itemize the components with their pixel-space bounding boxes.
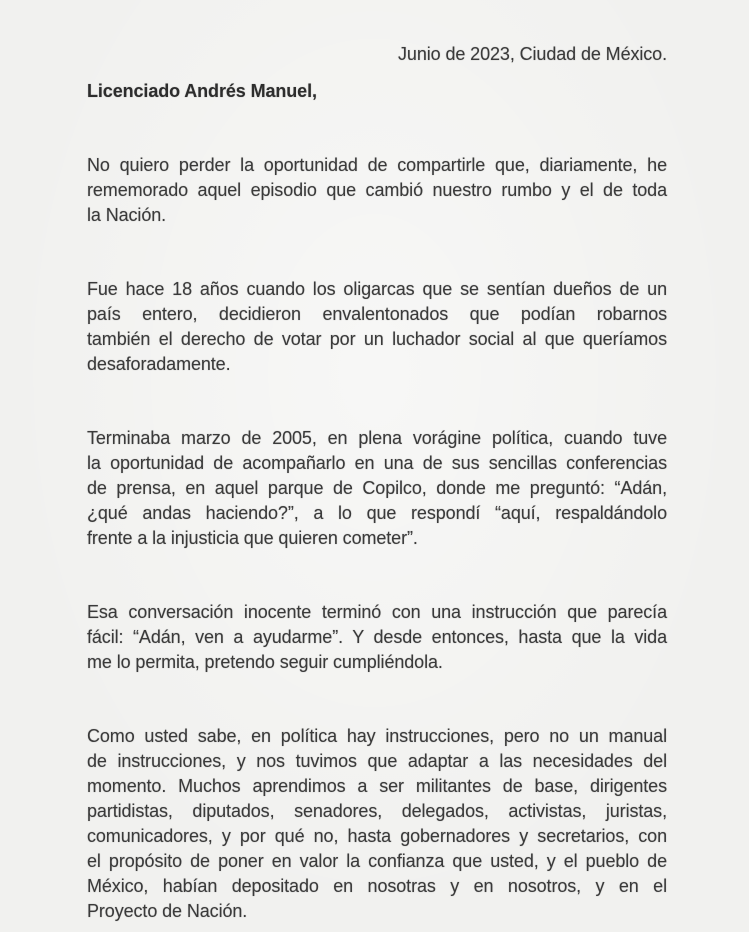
paragraph-line: el propósito de poner en valor la confianza que usted, y el pueblo de <box>87 851 667 871</box>
paragraph-line: país entero, decidieron envalentonados que podían robarnos <box>87 304 667 324</box>
paragraph-line: la oportunidad de acompañarlo en una de sus sencillas conferencias <box>87 453 667 473</box>
paragraph <box>87 724 667 924</box>
paragraph <box>87 153 667 228</box>
paragraph-line: ¿qué andas haciendo?”, a lo que respondí “aquí, respaldándolo <box>87 503 667 523</box>
paragraph-line: la Nación. <box>87 205 167 225</box>
paragraph-line: Como usted sabe, en política hay instrucciones, pero no un manual <box>87 726 667 746</box>
paragraph-line: me lo permita, pretendo seguir cumpliéndola. <box>87 652 443 672</box>
paragraph <box>87 426 667 551</box>
paragraph-line: comunicadores, y por qué no, hasta gobernadores y secretarios, con <box>87 826 667 846</box>
paragraph-line: Proyecto de Nación. <box>87 901 248 921</box>
paragraph-line: México, habían depositado en nosotras y en nosotros, y en el <box>87 876 667 896</box>
dateline: Junio de 2023, Ciudad de México. <box>398 44 667 64</box>
paragraph-line: de instrucciones, y nos tuvimos que adaptar a las necesidades del <box>87 751 667 771</box>
letter-body <box>87 153 667 924</box>
paragraph-line: rememorado aquel episodio que cambió nuestro rumbo y el de toda <box>87 180 667 200</box>
paragraph-line: No quiero perder la oportunidad de compartirle que, diariamente, he <box>87 155 667 175</box>
paragraph-line: de prensa, en aquel parque de Copilco, donde me preguntó: “Adán, <box>87 478 667 498</box>
paragraph-line: Terminaba marzo de 2005, en plena vorágine política, cuando tuve <box>87 428 667 448</box>
paragraph-line: frente a la injusticia que quieren cometer”. <box>87 528 418 548</box>
paragraph-line: Esa conversación inocente terminó con una instrucción que parecía <box>87 602 667 622</box>
letter-content <box>87 0 667 924</box>
salutation: Licenciado Andrés Manuel, <box>87 81 317 101</box>
paragraph-line: desaforadamente. <box>87 354 231 374</box>
paragraph <box>87 600 667 675</box>
paragraph <box>87 277 667 377</box>
paragraph-line: fácil: “Adán, ven a ayudarme”. Y desde entonces, hasta que la vida <box>87 627 667 647</box>
paragraph-line: momento. Muchos aprendimos a ser militantes de base, dirigentes <box>87 776 667 796</box>
paragraph-line: también el derecho de votar por un luchador social al que queríamos <box>87 329 667 349</box>
paragraph-line: partidistas, diputados, senadores, delegados, activistas, juristas, <box>87 801 667 821</box>
paragraph-line: Fue hace 18 años cuando los oligarcas que se sentían dueños de un <box>87 279 667 299</box>
